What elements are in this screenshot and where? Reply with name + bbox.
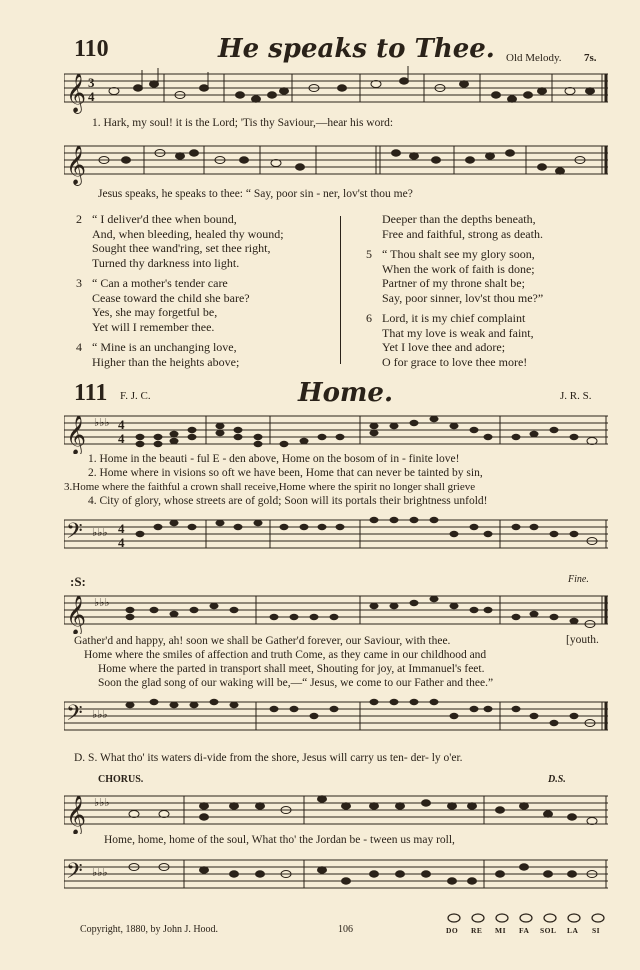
refrain-line-2: Home where the smiles of affection and truth Come, as they came in our childhood and bbox=[84, 649, 487, 661]
hymn-111-treble-staff-2 bbox=[64, 584, 608, 634]
hymn-111-title: Home. bbox=[298, 378, 394, 408]
solfege-note-shapes bbox=[444, 912, 614, 924]
hymn-110-verses-right: Deeper than the depths beneath, Free and faithful, strong as death. 5 “ Thou shalt see my glory soon, When the work of faith is done; Partner of my throne shalt be; Say, poor sinner, lov'st thou me?” 6 Lord, it is my chief complaint That my love is weak and faint, Yet I love thee and adore; O for grace to love thee more! bbox=[366, 212, 544, 369]
svg-text:𝄢: 𝄢 bbox=[66, 701, 83, 730]
hymn-110-staff-1 bbox=[64, 66, 608, 114]
svg-text:4: 4 bbox=[118, 535, 125, 550]
hymn-111-composer: J. R. S. bbox=[560, 390, 592, 402]
refrain-line-3: Home where the parted in transport shall meet, Shouting for joy, at Immanuel's feet. bbox=[98, 663, 485, 675]
refrain-line-4: Soon the glad song of our waking will be,—“ Jesus, we come to our Father and thee.” bbox=[98, 677, 494, 689]
hymn-111-verses-b bbox=[74, 634, 493, 690]
refrain-line-1: Gather'd and happy, ah! soon we shall be Gather'd forever, our Saviour, with thee. bbox=[74, 635, 451, 647]
hymn-110-number: 110 bbox=[74, 36, 109, 62]
svg-text:𝄢: 𝄢 bbox=[66, 859, 83, 888]
svg-text:4: 4 bbox=[118, 431, 125, 446]
verse-3-line: 3.Home where the faithful a crown shall receive,Home where the spirit no longer shall grieve bbox=[64, 481, 476, 493]
svg-text:♭♭♭: ♭♭♭ bbox=[94, 597, 110, 609]
segno-mark: :S: bbox=[70, 574, 86, 589]
hymn-111-bass-staff-2 bbox=[64, 690, 608, 740]
hymn-110-verses-left: 2 “ I deliver'd thee when bound, And, when bleeding, healed thy wound; Sought thee wand'ring, set thee right, Turned thy darkness into light. 3 “ Can a mother's tender care Cease toward the child she bare? Yes, she may forgetful be, Yet will I remember thee. 4 “ Mine is an unchanging love, Higher than the heights above; bbox=[76, 212, 284, 369]
hymn-111-verses-a bbox=[64, 452, 488, 508]
fine-mark: Fine. bbox=[568, 574, 589, 585]
hymn-111-chorus-treble-staff bbox=[64, 784, 608, 834]
hymn-111-author: F. J. C. bbox=[120, 390, 151, 402]
svg-text:𝄞: 𝄞 bbox=[66, 797, 87, 834]
hymn-110-lyric-line-1: 1. Hark, my soul! it is the Lord; 'Tis thy Saviour,—hear his word: bbox=[92, 117, 394, 129]
solfege-do: DO bbox=[446, 926, 459, 935]
svg-text:4: 4 bbox=[118, 521, 125, 536]
hymn-111-treble-staff-1 bbox=[64, 404, 608, 454]
solfege-re: RE bbox=[471, 926, 483, 935]
hymn-110-staff-2 bbox=[64, 138, 608, 186]
solfege-mi: MI bbox=[495, 926, 506, 935]
hymn-111-chorus-bass-staff bbox=[64, 848, 608, 898]
svg-text:𝄞: 𝄞 bbox=[66, 597, 87, 634]
bass-clef-icon: 𝄢 bbox=[66, 519, 83, 548]
svg-text:♭♭♭: ♭♭♭ bbox=[92, 867, 108, 879]
verse-1-line: 1. Home in the beauti - ful E - den above, Home on the bosom of in - finite love! bbox=[88, 453, 460, 465]
svg-text:♭♭♭: ♭♭♭ bbox=[94, 417, 110, 429]
svg-text:♭♭♭: ♭♭♭ bbox=[94, 797, 110, 809]
svg-text:♭♭♭: ♭♭♭ bbox=[92, 527, 108, 539]
hymn-110-meter: 7s. bbox=[584, 52, 597, 64]
treble-clef-icon: 𝄞 bbox=[66, 75, 87, 112]
hymn-110-tune: Old Melody. bbox=[506, 52, 562, 64]
svg-text:3: 3 bbox=[88, 75, 95, 90]
svg-text:𝄞: 𝄞 bbox=[66, 417, 87, 454]
solfege-fa: FA bbox=[519, 926, 530, 935]
verse-4-line: 4. City of glory, whose streets are of gold; Soon will its portals their brightness unfold! bbox=[88, 495, 488, 507]
solfege-si: SI bbox=[592, 926, 601, 935]
solfege-la: LA bbox=[567, 926, 579, 935]
ds-lyric-line: D. S. What tho' its waters di-vide from the shore, Jesus will carry us ten- der- ly o'er. bbox=[74, 752, 463, 764]
hymn-111-bass-staff-1 bbox=[64, 508, 608, 558]
svg-text:𝄞: 𝄞 bbox=[66, 147, 87, 184]
hymn-111-number: 111 bbox=[74, 380, 108, 406]
youth-word: [youth. bbox=[566, 634, 599, 646]
page-number: 106 bbox=[338, 924, 353, 935]
svg-text:♭♭♭: ♭♭♭ bbox=[92, 709, 108, 721]
svg-text:4: 4 bbox=[118, 417, 125, 432]
hymn-110-title: He speaks to Thee. bbox=[218, 34, 495, 64]
ds-mark: D.S. bbox=[548, 774, 566, 785]
hymn-110-lyric-line-2: Jesus speaks, he speaks to thee: “ Say, poor sin - ner, lov'st thou me? bbox=[98, 188, 413, 200]
chorus-lyric-line: Home, home, home of the soul, What tho' the Jordan be - tween us may roll, bbox=[104, 834, 455, 846]
solfege-sol: SOL bbox=[540, 926, 557, 935]
chorus-label: CHORUS. bbox=[98, 774, 144, 785]
verse-divider bbox=[340, 216, 341, 364]
svg-text:4: 4 bbox=[88, 89, 95, 104]
copyright-notice: Copyright, 1880, by John J. Hood. bbox=[80, 924, 219, 935]
verse-2-line: 2. Home where in visions so oft we have been, Home that can never be tainted by sin, bbox=[88, 467, 483, 479]
